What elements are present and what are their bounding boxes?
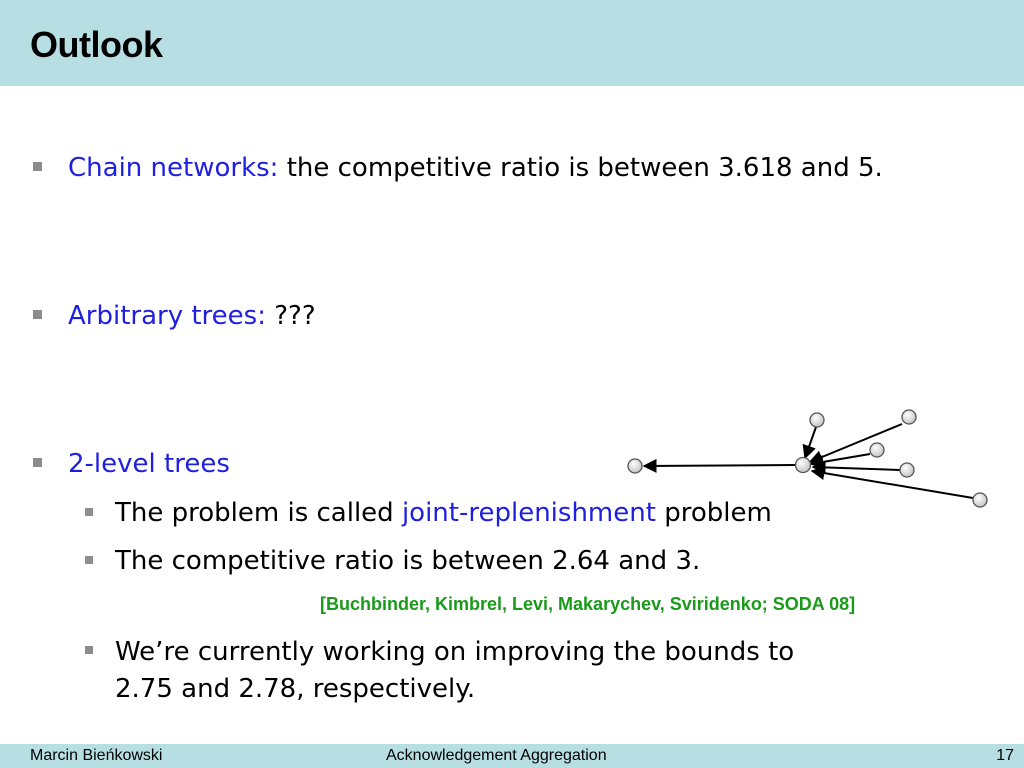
slide-title: Outlook — [30, 24, 163, 65]
bullet-marker — [33, 310, 42, 319]
slide-header — [0, 0, 1024, 86]
bullet-text: the competitive ratio is between 3.618 and 5. — [278, 153, 883, 183]
tree-edge — [812, 471, 973, 498]
subbullet-competitive-ratio — [115, 545, 700, 577]
subbullet-marker — [85, 508, 93, 516]
bullet-text: ??? — [265, 301, 316, 331]
footer-title: Acknowledgement Aggregation — [386, 747, 607, 764]
bullet-2-level-trees — [68, 448, 230, 480]
tree-node-leaf — [810, 413, 824, 427]
subbullet-marker — [85, 556, 93, 564]
subbullet-highlight: joint-replenishment — [401, 498, 656, 528]
tree-node-hub — [796, 458, 811, 473]
slide-footer — [0, 744, 1024, 768]
subbullet-marker — [85, 646, 93, 654]
bullet-label: Chain networks: — [68, 153, 279, 183]
tree-node-leaf — [870, 443, 884, 457]
footer-page-number: 17 — [996, 747, 1014, 764]
footer-author: Marcin Bieńkowski — [30, 747, 163, 764]
bullet-label: 2-level trees — [68, 449, 230, 479]
tree-edge — [805, 427, 816, 458]
subbullet-text-line1: We’re currently working on improving the bounds to — [115, 637, 795, 667]
bullet-arbitrary-trees — [68, 300, 316, 332]
subbullet-improving-bounds — [115, 635, 794, 709]
tree-node-root — [628, 459, 642, 473]
tree-node-leaf — [973, 493, 987, 507]
tree-node-leaf — [900, 463, 914, 477]
two-level-tree-diagram — [620, 400, 1000, 515]
bullet-label: Arbitrary trees: — [68, 301, 266, 331]
bullet-chain-networks — [68, 152, 883, 184]
subbullet-text: The competitive ratio is between 2.64 and 3. — [115, 546, 701, 576]
citation: [Buchbinder, Kimbrel, Levi, Makarychev, Sviridenko; SODA 08] — [320, 594, 856, 614]
subbullet-text: problem — [655, 498, 772, 528]
tree-edge — [813, 467, 900, 470]
tree-edge — [644, 465, 795, 466]
bullet-marker — [33, 162, 42, 171]
subbullet-text-line2: 2.75 and 2.78, respectively. — [115, 674, 476, 704]
bullet-marker — [33, 458, 42, 467]
tree-node-leaf — [902, 410, 916, 424]
subbullet-text: The problem is called — [115, 498, 402, 528]
